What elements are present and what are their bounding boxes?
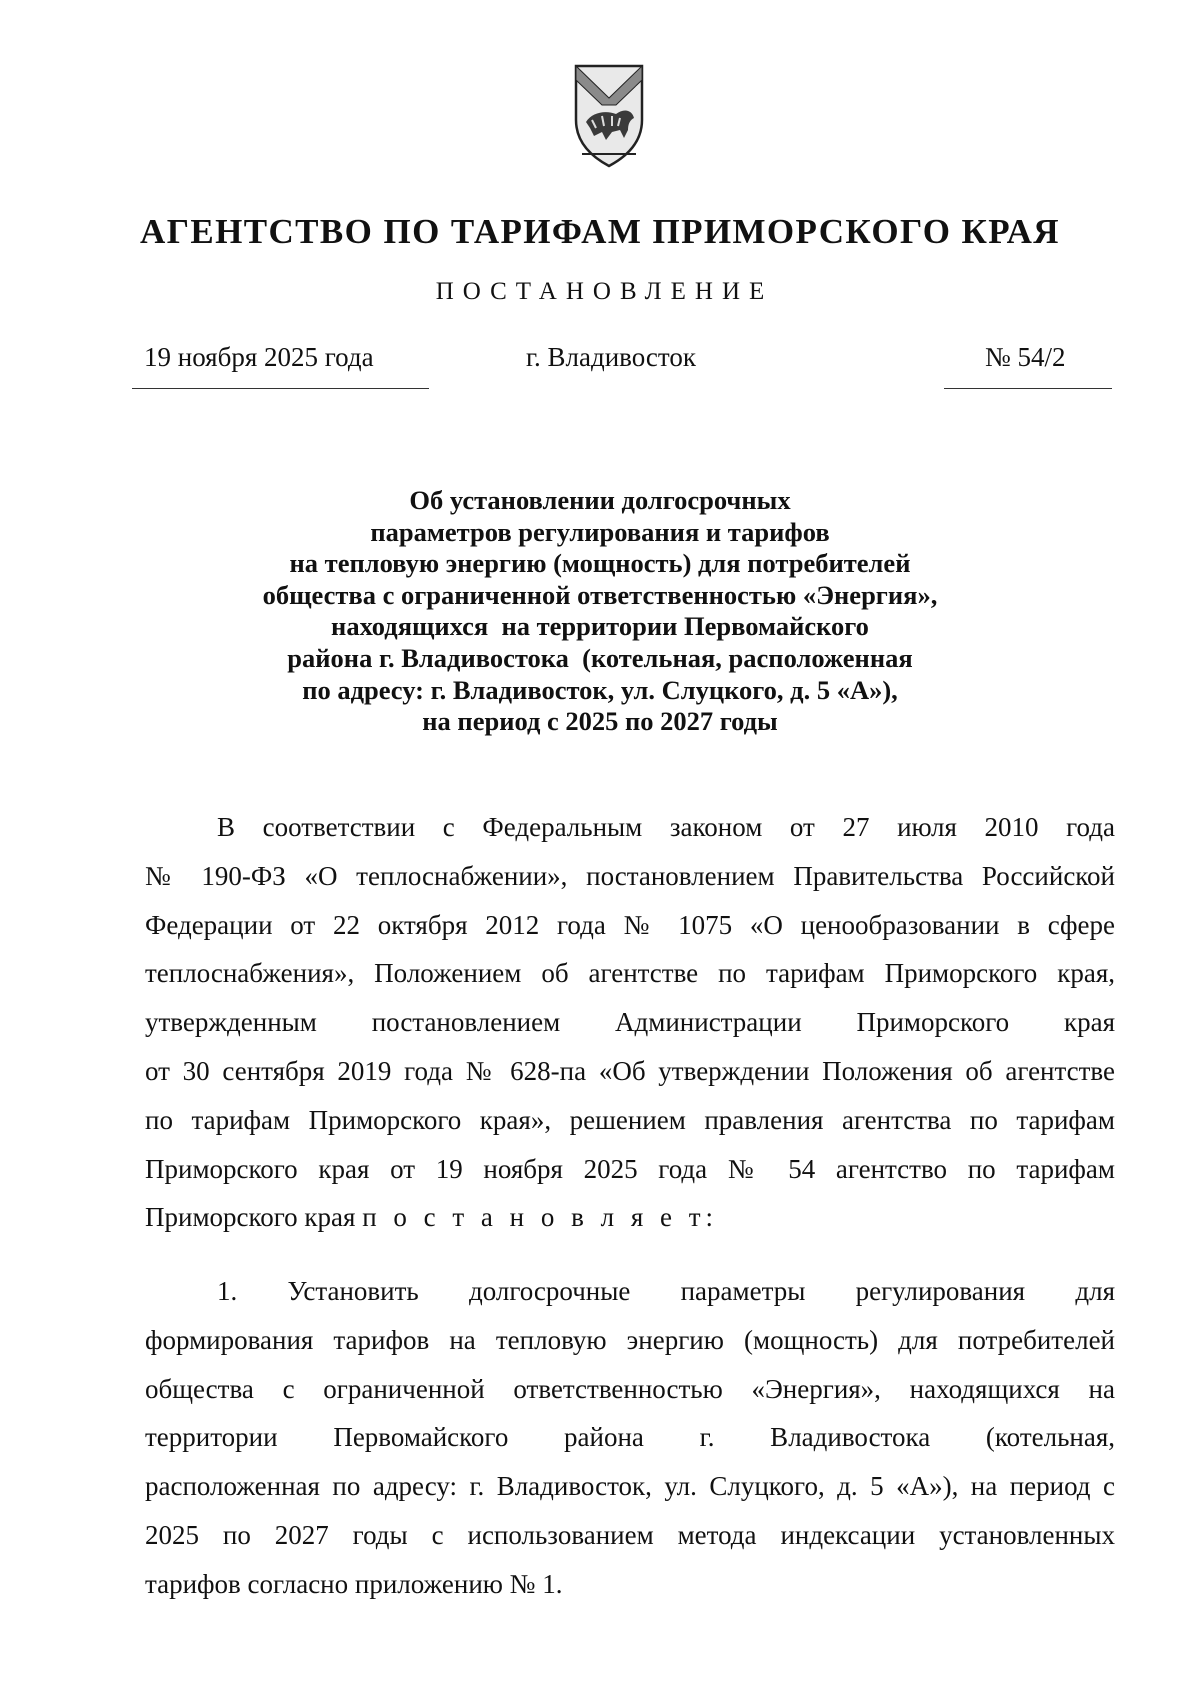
number-underline xyxy=(944,388,1112,389)
text-line: от 30 сентября 2019 года № 628-па «Об утверждении Положения об агентстве xyxy=(145,1055,1115,1086)
title-line: по адресу: г. Владивосток, ул. Слуцкого, д. 5 «А»), xyxy=(302,674,898,705)
title-line: общества с ограниченной ответственностью «Энергия», xyxy=(262,579,938,610)
text-line: 1. Установить долгосрочные параметры регулирования для xyxy=(217,1276,1115,1306)
text-line: Приморского края от 19 ноября 2025 года № 54 агентство по тарифам xyxy=(145,1153,1115,1184)
title-line: находящихся на территории Первомайского xyxy=(331,611,869,642)
text-line: Федерации от 22 октября 2012 года № 1075 «О ценообразовании в сфере xyxy=(145,909,1115,940)
resolves-word: п о с т а н о в л я е т: xyxy=(362,1202,719,1233)
text-line: 2025 по 2027 годы с использованием метода индексации установленных xyxy=(145,1519,1115,1550)
preamble-paragraph xyxy=(145,803,1115,1242)
text-line: территории Первомайского района г. Владивостока (котельная, xyxy=(145,1422,1115,1453)
text-line: формирования тарифов на тепловую энергию (мощность) для потребителей xyxy=(145,1324,1115,1355)
document-title xyxy=(200,485,1000,738)
text-line: утвержденным постановлением Администрации Приморского края xyxy=(145,1007,1115,1038)
text-line: общества с ограниченной ответственностью «Энергия», находящихся на xyxy=(145,1373,1115,1404)
document-type: ПОСТАНОВЛЕНИЕ xyxy=(435,278,774,305)
title-line: Об установлении долгосрочных xyxy=(409,485,791,515)
text-line: по тарифам Приморского края», решением правления агентства по тарифам xyxy=(145,1104,1115,1135)
document-number: № 54/2 xyxy=(985,342,1066,372)
title-line: на тепловую энергию (мощность) для потребителей xyxy=(289,548,911,579)
text-line: теплоснабжения», Положением об агентстве по тарифам Приморского края, xyxy=(145,958,1115,989)
title-line: параметров регулирования и тарифов xyxy=(370,516,830,547)
text-line xyxy=(145,1193,1115,1242)
date-underline xyxy=(132,388,429,389)
clause-1-paragraph xyxy=(145,1267,1115,1609)
text-line: тарифов согласно приложению № 1. xyxy=(145,1568,563,1599)
coat-of-arms-icon xyxy=(572,58,646,170)
agency-name: АГЕНТСТВО ПО ТАРИФАМ ПРИМОРСКОГО КРАЯ xyxy=(140,212,1060,251)
text-line: расположенная по адресу: г. Владивосток, ул. Слуцкого, д. 5 «А»), на период с xyxy=(145,1471,1115,1502)
title-line: на период с 2025 по 2027 годы xyxy=(422,706,778,737)
text-line: В соответствии с Федеральным законом от 27 июля 2010 года xyxy=(217,812,1115,842)
document-city: г. Владивосток xyxy=(526,342,696,372)
text-line-start: Приморского края xyxy=(145,1202,356,1233)
text-line: № 190-ФЗ «О теплоснабжении», постановлением Правительства Российской xyxy=(145,860,1115,891)
title-line: района г. Владивостока (котельная, расположенная xyxy=(287,642,913,673)
document-date: 19 ноября 2025 года xyxy=(144,342,374,372)
